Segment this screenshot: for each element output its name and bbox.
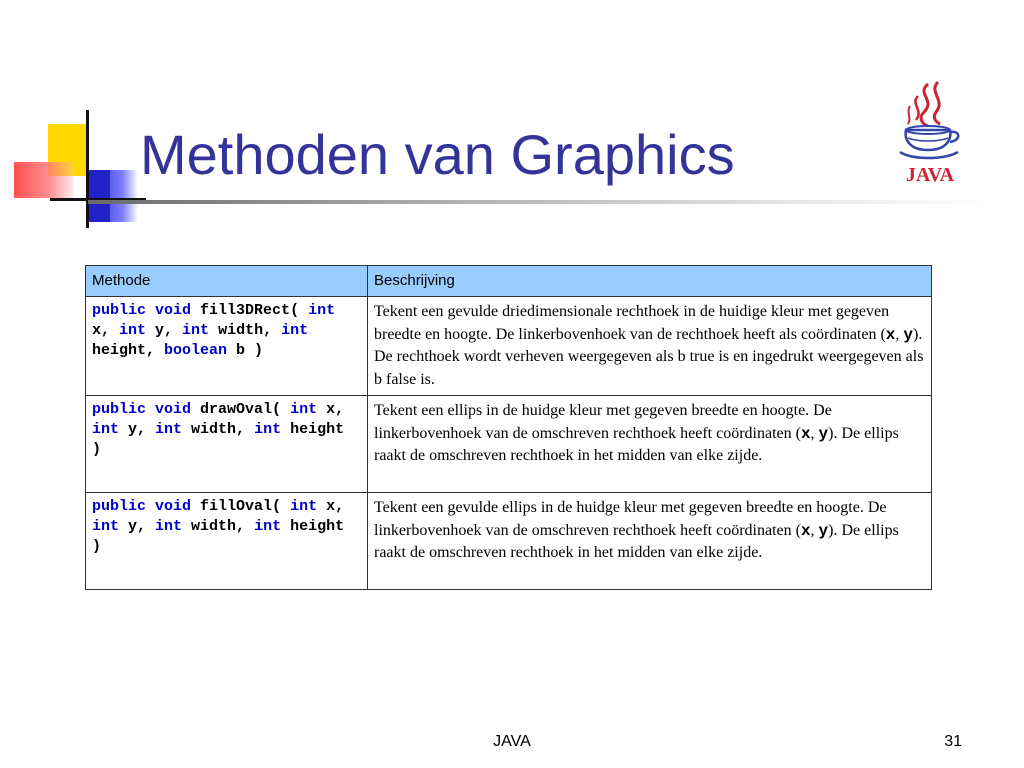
signature-keyword: int <box>182 322 210 339</box>
signature-keyword: public <box>92 302 147 319</box>
description-code: x <box>800 521 811 540</box>
signature-keyword: int <box>290 498 318 515</box>
description-code: x <box>885 325 896 344</box>
signature-keyword: public <box>92 498 147 515</box>
signature-text <box>146 302 155 319</box>
description-text: Tekent een gevulde driedimensionale rechthoek in de huidige kleur met gegeven breedte en hoogte. De linkerbovenhoek van de rechthoek heeft als coördinaten ( <box>374 303 890 343</box>
description-text: ). De ellips raakt de omschreven rechthoek in het midden van elke zijde. <box>374 424 899 464</box>
slide-title: Methoden van Graphics <box>140 123 735 186</box>
signature-text: width, <box>209 322 282 339</box>
description-code: y <box>818 521 829 540</box>
signature-keyword: void <box>155 498 192 515</box>
signature-text: b ) <box>227 342 264 359</box>
page-number: 31 <box>944 733 962 750</box>
description-code: y <box>903 325 914 344</box>
signature-keyword: int <box>290 401 318 418</box>
method-description <box>368 297 932 396</box>
method-signature <box>86 493 368 590</box>
signature-keyword: int <box>254 421 282 438</box>
description-text: ). De rechthoek wordt verheven weergegeven als b true is en ingedrukt weergegeven als b false is. <box>374 325 924 388</box>
header-methode: Methode <box>86 266 368 297</box>
signature-text: x, <box>317 498 345 515</box>
signature-keyword: int <box>254 518 282 535</box>
method-signature <box>86 297 368 396</box>
table-header-row <box>86 266 932 297</box>
signature-text: height, <box>92 342 165 359</box>
signature-keyword: void <box>155 302 192 319</box>
signature-text: width, <box>182 421 255 438</box>
signature-text: height ) <box>92 421 345 458</box>
table-row <box>86 396 932 493</box>
signature-text: width, <box>182 518 255 535</box>
footer-label: JAVA <box>493 733 531 750</box>
signature-keyword: int <box>155 421 183 438</box>
description-text: , <box>895 325 904 343</box>
signature-text: fill3DRect( <box>191 302 309 319</box>
signature-text: drawOval( <box>191 401 291 418</box>
java-logo-text: JAVA <box>905 164 955 186</box>
signature-keyword: int <box>281 322 309 339</box>
description-code: x <box>800 424 811 443</box>
description-text: Tekent een ellips in de huidge kleur met gegeven breedte en hoogte. De linkerbovenhoek van de omschreven rechthoek heeft coördinaten ( <box>374 402 832 442</box>
decor-red-square <box>14 162 74 198</box>
description-text: ). De ellips raakt de omschreven rechthoek in het midden van elke zijde. <box>374 521 899 561</box>
signature-text: x, <box>317 401 345 418</box>
header-beschrijving: Beschrijving <box>368 266 932 297</box>
decor-vertical-line <box>86 110 89 228</box>
signature-text: y, <box>119 518 156 535</box>
signature-keyword: int <box>92 421 120 438</box>
java-logo-icon <box>892 78 968 188</box>
method-description <box>368 493 932 590</box>
table-row <box>86 297 932 396</box>
description-text: Tekent een gevulde ellips in de huidge kleur met gegeven breedte en hoogte. De linkerbovenhoek van de omschreven rechthoek heeft coördinaten ( <box>374 499 887 539</box>
method-signature <box>86 396 368 493</box>
signature-keyword: int <box>308 302 336 319</box>
signature-keyword: int <box>155 518 183 535</box>
signature-text: x, <box>92 322 120 339</box>
decor-blue-square <box>88 170 110 222</box>
signature-text: y, <box>119 421 156 438</box>
signature-text: height ) <box>92 518 345 555</box>
signature-keyword: void <box>155 401 192 418</box>
description-code: y <box>818 424 829 443</box>
signature-text <box>146 401 155 418</box>
description-text: , <box>810 424 819 442</box>
method-description <box>368 396 932 493</box>
signature-keyword: int <box>92 518 120 535</box>
signature-text: fillOval( <box>191 498 291 515</box>
methods-table <box>85 265 932 590</box>
signature-keyword: int <box>119 322 147 339</box>
signature-keyword: boolean <box>164 342 228 359</box>
signature-text: y, <box>146 322 183 339</box>
signature-keyword: public <box>92 401 147 418</box>
signature-text <box>146 498 155 515</box>
title-underline <box>88 200 988 204</box>
description-text: , <box>810 521 819 539</box>
table-row <box>86 493 932 590</box>
